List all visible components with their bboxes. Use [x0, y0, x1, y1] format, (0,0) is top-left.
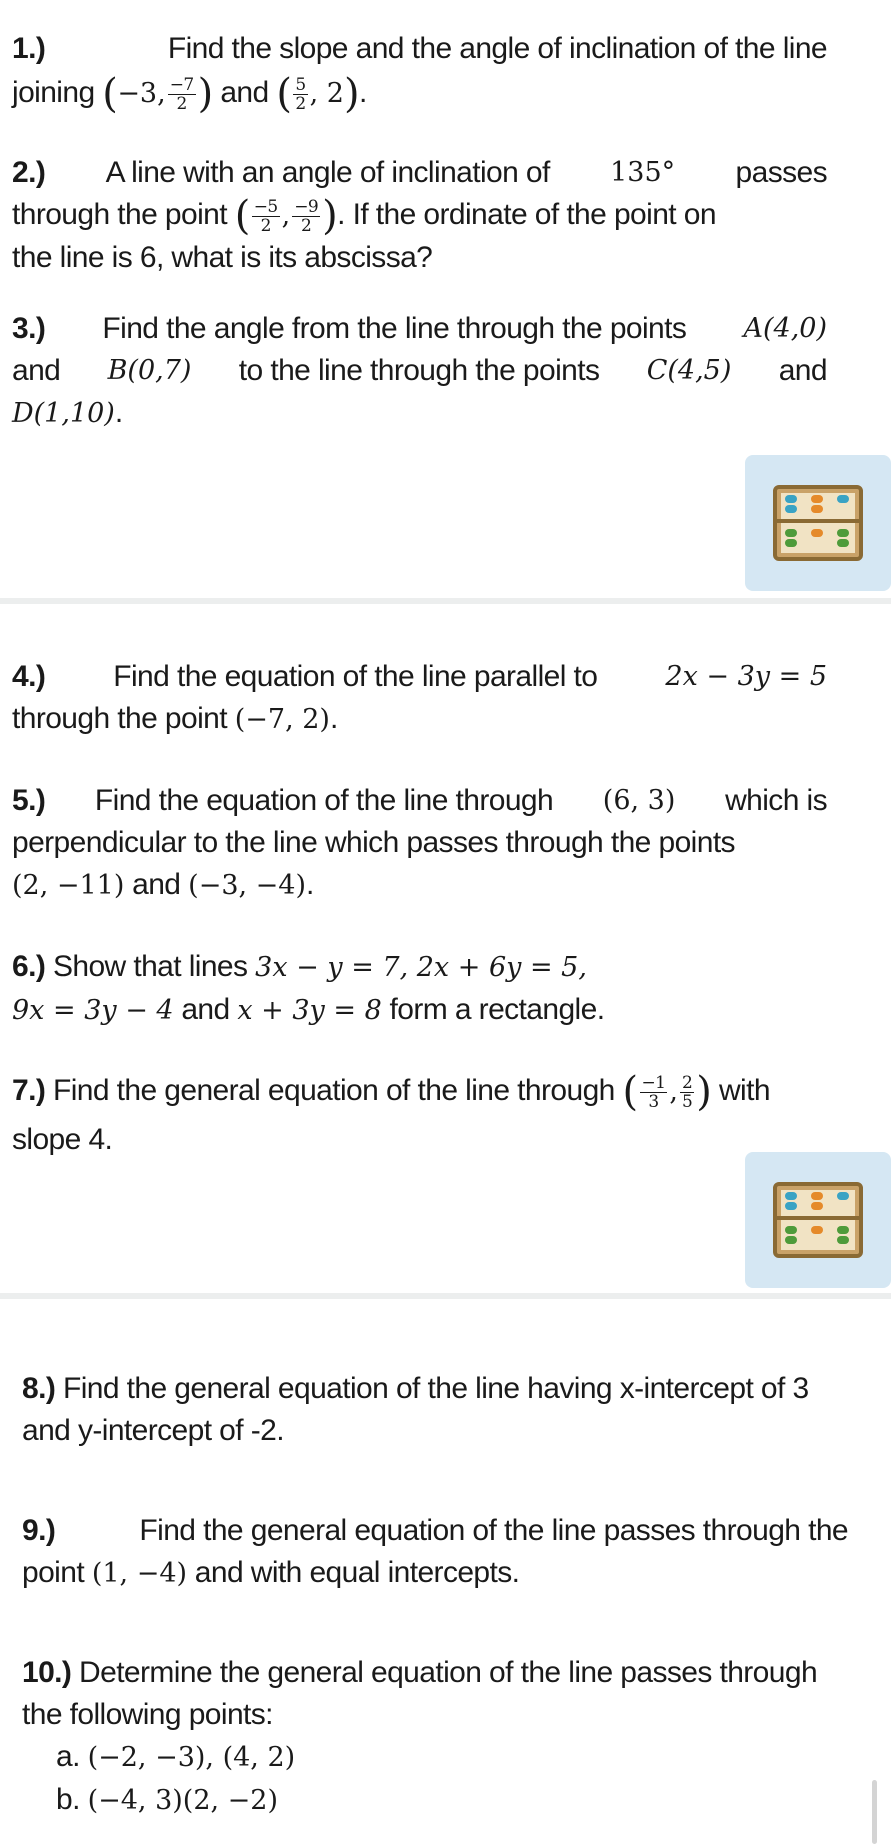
sub-item-a: a. (−2, −3), (4, 2): [56, 1740, 296, 1773]
question-number: 3.): [12, 312, 46, 345]
question-number: 10.): [22, 1656, 72, 1689]
question-7: 7.) Find the general equation of the line through ( $\frac{-1}{3}$ , $\frac{2}{5}$ ) with slope 4.: [12, 1069, 770, 1156]
question-10: 10.) Determine the general equation of the line passes through the following points: a. (−2, −3), (4, 2) b. (−4, 3)(2, −2): [22, 1652, 848, 1822]
question-3: 3.) Find the angle from the line through the points A(4,0) and B(0,7) to the line through the points C(4,5) and D(1,10).: [12, 308, 827, 435]
question-number: 2.): [12, 156, 46, 189]
question-number: 6.): [12, 950, 46, 983]
sub-item-b: b. (−4, 3)(2, −2): [56, 1783, 279, 1816]
question-1: 1.) Find the slope and the angle of inclination of the line joining (−3, $\frac{-7}{2}$ ) and ( $\frac{5}{2}$ , 2).: [12, 28, 827, 115]
fraction: $\frac{-5}{2}$: [253, 196, 278, 236]
section-divider: [0, 598, 891, 604]
question-number: 5.): [12, 784, 46, 817]
question-text: Find the slope and the angle of inclination of the line: [167, 32, 827, 65]
abacus-widget[interactable]: [745, 1152, 891, 1288]
abacus-widget[interactable]: [745, 455, 891, 591]
abacus-icon: [773, 485, 863, 561]
fraction: $\frac{-7}{2}$: [169, 74, 194, 114]
question-8: 8.) Find the general equation of the line having x-intercept of 3 and y-intercept of -2.: [22, 1372, 809, 1447]
question-number: 7.): [12, 1074, 46, 1107]
fraction: $\frac{-9}{2}$: [294, 196, 319, 236]
section-divider: [0, 1293, 891, 1299]
scrollbar[interactable]: [872, 1780, 877, 1844]
question-6: 6.) Show that lines 3x − y = 7, 2x + 6y = 5, 9x = 3y − 4 and x + 3y = 8 form a rectangle.: [12, 950, 605, 1026]
question-5: 5.) Find the equation of the line through (6, 3) which is perpendicular to the line which passes through the points (2, −11) and (−3, −4).: [12, 780, 827, 907]
question-2: 2.) A line with an angle of inclination of 135° passes through the point ( $\frac{-5}{2}$ , $\frac{-9}{2}$ ). If the ordinate of the point on the line is 6, what is its abscissa?: [12, 152, 827, 279]
question-number: 9.): [22, 1514, 56, 1547]
question-4: 4.) Find the equation of the line parallel to 2x − 3y = 5 through the point (−7, 2).: [12, 656, 827, 741]
fraction: $\frac{-1}{3}$: [641, 1072, 666, 1112]
question-number: 8.): [22, 1372, 56, 1405]
question-number: 4.): [12, 660, 46, 693]
fraction: $\frac{2}{5}$: [681, 1072, 693, 1112]
abacus-icon: [773, 1182, 863, 1258]
question-number: 1.): [12, 32, 46, 65]
question-9: 9.) Find the general equation of the line passes through the point (1, −4) and with equal intercepts.: [22, 1510, 848, 1595]
fraction: $\frac{5}{2}$: [295, 74, 306, 114]
